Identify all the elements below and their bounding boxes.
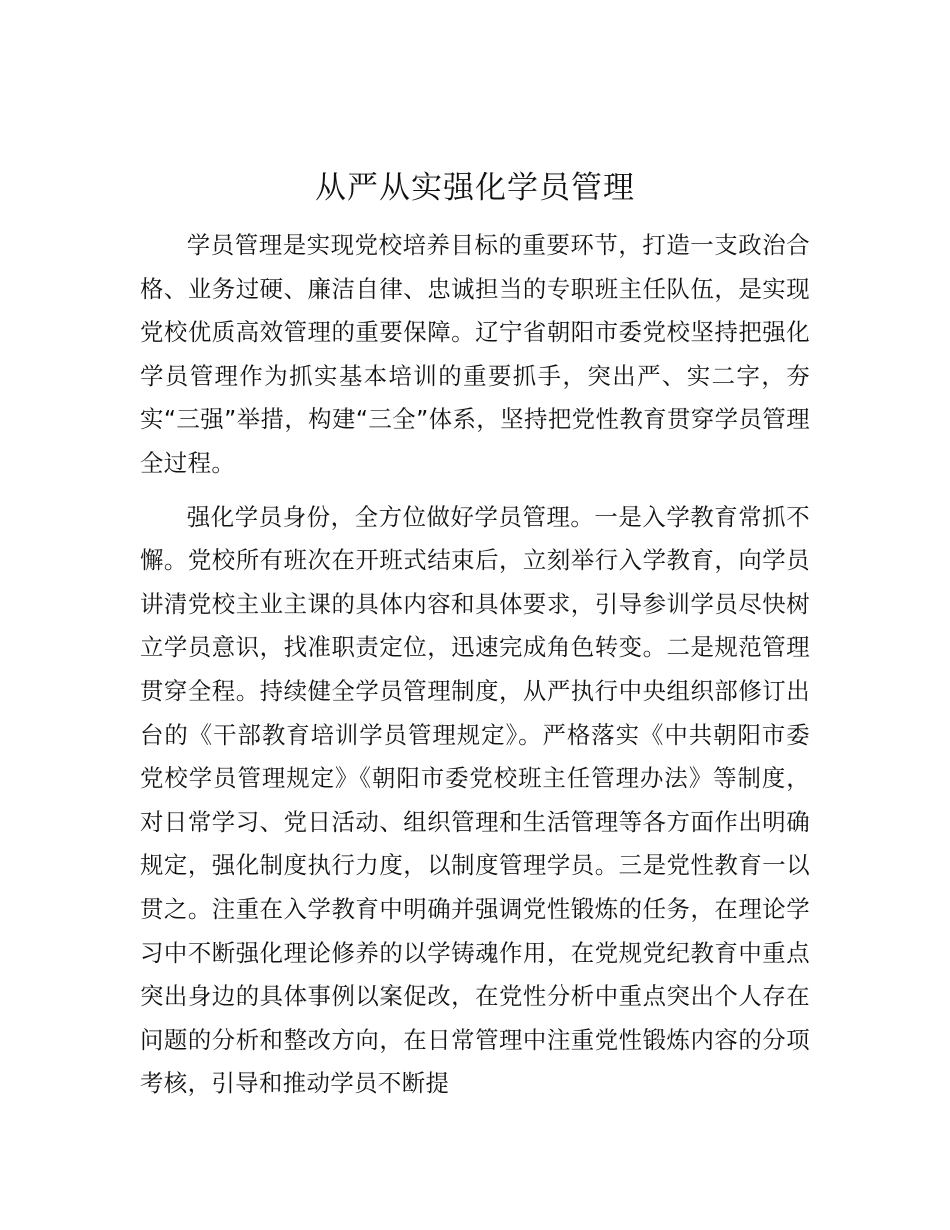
document-body — [140, 224, 810, 1106]
paragraph-student-identity: 强化学员身份，全方位做好学员管理。一是入学教育常抓不懈。党校所有班次在开班式结束后，立刻举行入学教育，向学员讲清党校主业主课的具体内容和具体要求，引导参训学员尽快树立学员意识，找准职责定位，迅速完成角色转变。二是规范管理贯穿全程。持续健全学员管理制度，从严执行中央组织部修订出台的《干部教育培训学员管理规定》。严格落实《中共朝阳市委党校学员管理规定》《朝阳市委党校班主任管理办法》等制度，对日常学习、党日活动、组织管理和生活管理等各方面作出明确规定，强化制度执行力度，以制度管理学员。三是党性教育一以贯之。注重在入学教育中明确并强调党性锻炼的任务，在理论学习中不断强化理论修养的以学铸魂作用，在党规党纪教育中重点突出身边的具体事例以案促改，在党性分析中重点突出个人存在问题的分析和整改方向，在日常管理中注重党性锻炼内容的分项考核，引导和推动学员不断提 — [140, 502, 810, 1098]
paragraph-intro: 学员管理是实现党校培养目标的重要环节，打造一支政治合格、业务过硬、廉洁自律、忠诚担当的专职班主任队伍，是实现党校优质高效管理的重要保障。辽宁省朝阳市委党校坚持把强化学员管理作为抓实基本培训的重要抓手，突出严、实二字，夯实“三强”举措，构建“三全”体系，坚持把党性教育贯穿学员管理全过程。 — [140, 231, 810, 477]
document-title: 从严从实强化学员管理 — [315, 170, 635, 206]
